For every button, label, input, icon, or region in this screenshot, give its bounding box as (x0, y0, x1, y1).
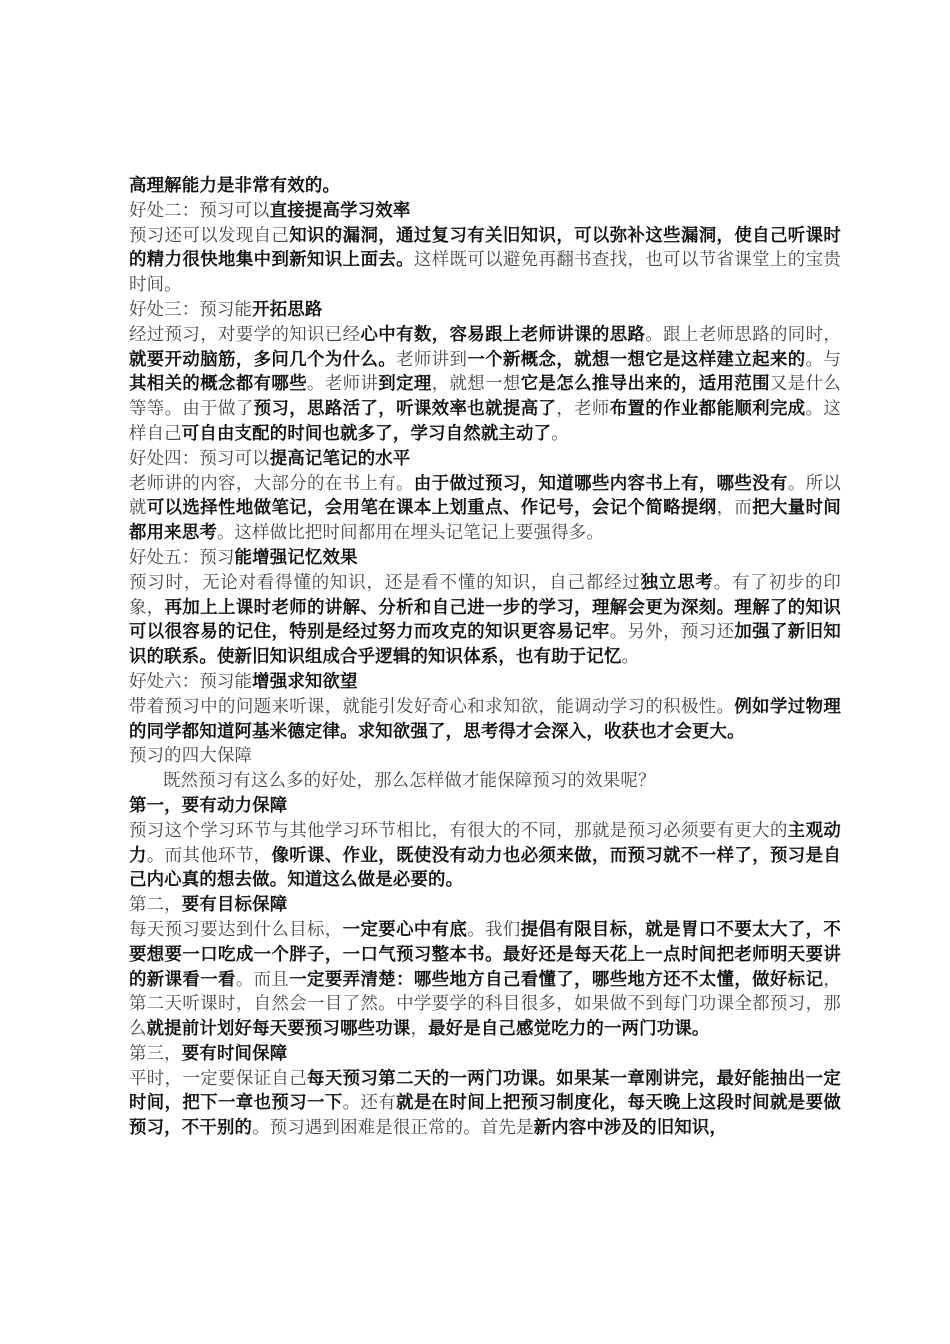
bold-text-run: 就是在时间上把预习制度化，每天晚上这段时间就是要做预习，不干别的 (129, 1093, 841, 1139)
bold-text-run: 最好是自己感觉吃力的一两门功课。 (428, 1019, 710, 1040)
paragraph-p13 (129, 794, 841, 819)
text-run: ，就想一想 (431, 374, 521, 395)
paragraph-p17 (129, 1042, 841, 1067)
text-run: 每天预习要达到什么目标， (129, 919, 343, 940)
text-run: 。跟上老师思路的同时， (645, 324, 842, 345)
bold-text-run: 预习，思路活了，听课效率也就提高了 (253, 399, 557, 420)
text-run: 好处三：预习能 (129, 299, 253, 320)
text-run: 。还有 (342, 1093, 397, 1114)
bold-text-run: 知识的漏洞，通过复习有关旧知识，可以弥补这些漏洞，使自己听课时的精力很快地集中到新知识上面去。 (129, 225, 841, 271)
bold-text-run: 提倡有限目标，就是胃口不要太大了，不要想要一口吃成一个胖子，一口气预习整本书。最好还是每天花上一点时间把老师明天要讲的新课看一看 (129, 919, 841, 990)
paragraph-p2 (129, 224, 841, 298)
text-run: 。而其他环节， (146, 845, 272, 866)
bold-text-run: 第一，要有动力保障 (129, 795, 288, 816)
text-run: 。有了初步的印象， (129, 572, 841, 618)
bold-text-run: 能增强记忆效果 (234, 547, 358, 568)
bold-text-run: 就提前计划好每天要预习哪些功课 (146, 1019, 411, 1040)
paragraph-p14 (129, 819, 841, 893)
bold-text-run: 要有目标保障 (181, 895, 288, 916)
bold-text-run: 把大量时间都用来思考 (129, 498, 841, 544)
bold-text-run: 例如学过物理的同学都知道阿基米德定律。求知欲强了，思考得才会深入，收获也才会更大。 (129, 696, 841, 742)
text-run: 。老师讲 (307, 374, 379, 395)
text-run: ，老师 (556, 399, 610, 420)
text-run: ，第二天听课时，自然会一目了然。中学要学的科目很多，如果做不到每门功课全都预习，那么 (129, 969, 841, 1040)
bold-text-run: 加强了新旧知识的联系。使新旧知识组成合乎逻辑的知识体系，也有助于记忆 (129, 622, 842, 668)
paragraph-p8 (129, 571, 841, 670)
text-run: 。而且 (235, 969, 290, 990)
bold-text-run: 每天预习第二天的一两门功课。如果某一章刚讲完，最好能抽出一定时间，把下一章也预习一下 (129, 1068, 841, 1114)
text-run: 。与 (805, 349, 841, 370)
bold-text-run: 独立思考 (640, 572, 714, 593)
bold-text-run: 布置的作业都能顺利完成 (609, 399, 806, 420)
bold-text-run: 要有时间保障 (181, 1043, 288, 1064)
paragraph-p11 (129, 744, 841, 769)
bold-text-run: 由于做过预习，知道哪些内容书上有，哪些没有 (413, 473, 788, 494)
bold-text-run: 可以选择性地做笔记，会用笔在课本上划重点、作记号，会记个简略提纲 (146, 498, 717, 519)
bold-text-run: 直接提高学习效率 (269, 200, 411, 221)
text-run: 好处六：预习能 (129, 671, 253, 692)
bold-text-run: 一个新概念，就想一想它是这样建立起来的 (467, 349, 806, 370)
bold-text-run: 提高记笔记的水平 (269, 448, 411, 469)
bold-text-run: 一定要心中有底 (342, 919, 468, 940)
paragraph-p6 (129, 472, 841, 546)
bold-text-run: 其相关的概念都有哪些 (129, 374, 308, 395)
bold-text-run: 新内容中涉及的旧知识， (533, 1118, 728, 1139)
text-run: 老师讲的内容，大部分的在书上有。 (129, 473, 414, 494)
paragraph-p12 (129, 769, 841, 794)
bold-text-run: 可自由支配的时间也就多了，学习自然就主动了 (181, 423, 552, 444)
bold-text-run: 主观动力 (129, 820, 841, 866)
text-run: 平时，一定要保证自己 (129, 1068, 308, 1089)
text-run: 带着预习中的问题来听课，就能引发好奇心和求知欲，能调动学习的积极性。 (129, 696, 735, 717)
paragraph-p5 (129, 447, 841, 472)
bold-text-run: 就要开动脑筋，多问几个为什么。 (129, 349, 397, 370)
text-run: 既然预习有这么多的好处，那么怎样做才能保障预习的效果呢？ (163, 771, 656, 792)
text-run: 。我们 (467, 919, 521, 940)
paragraph-p1 (129, 199, 841, 224)
paragraph-p16 (129, 918, 841, 1042)
bold-text-run: 心中有数，容易跟上老师讲课的思路 (360, 324, 646, 345)
text-run: 预习还可以发现自己 (129, 225, 290, 246)
text-run: 。所以就 (129, 473, 842, 519)
paragraph-p9 (129, 670, 841, 695)
bold-text-run: 再加上上课时老师的讲解、分析和自己进一步的学习，理解会更为深刻。理解了的知识可以很容易的记住，特别是经过努力而攻克的知识更容易记牢 (129, 597, 842, 643)
text-run: 第三， (129, 1043, 182, 1064)
bold-text-run: 增强求知欲望 (252, 671, 358, 692)
text-run: 。 (621, 647, 640, 668)
text-run: 。预习遇到困难是很正常的。首先是 (252, 1118, 534, 1139)
text-run: 好处五：预习 (129, 547, 235, 568)
text-run: ， (410, 1019, 429, 1040)
text-run: 。这样自己 (129, 399, 842, 444)
text-run: 预习的四大保障 (129, 746, 253, 767)
bold-text-run: 像听课、作业，既使没有动力也必须来做，而预习就不一样了，预习是自己内心真的想去做。知道这么做是必要的。 (129, 845, 842, 891)
text-run: 。这样做比把时间都用在埋头记笔记上要强得多。 (216, 523, 604, 544)
paragraph-p0 (129, 174, 841, 199)
paragraph-p7 (129, 546, 841, 571)
paragraph-p3 (129, 298, 841, 323)
text-run: ，而 (716, 498, 753, 519)
paragraph-p18 (129, 1067, 841, 1141)
text-run: 好处四：预习可以 (129, 448, 270, 469)
text-run: 。 (551, 423, 569, 444)
text-run: 这样既可以避免再翻书查找，也可以节省课堂上的宝贵时间。 (129, 250, 841, 296)
bold-text-run: 开拓思路 (252, 299, 323, 320)
bold-text-run: 到定理 (378, 374, 432, 395)
text-run: 第二， (129, 895, 182, 916)
text-run: 预习这个学习环节与其他学习环节相比，有很大的不同，那就是预习必须要有更大的 (129, 820, 788, 841)
text-run: 好处二：预习可以 (129, 200, 270, 221)
bold-text-run: 高理解能力是非常有效的。 (129, 176, 341, 196)
bold-text-run: 它是怎么推导出来的，适用范围 (520, 374, 770, 395)
document-body (129, 174, 841, 1141)
bold-text-run: 一定要弄清楚：哪些地方自己看懂了，哪些地方还不太懂，做好标记 (289, 969, 824, 990)
text-run: 又是什么等等。由于做了 (129, 374, 841, 420)
text-run: 经过预习，对要学的知识已经 (129, 324, 361, 345)
paragraph-p4 (129, 323, 841, 447)
paragraph-p10 (129, 695, 841, 745)
text-run: 。另外，预习还 (609, 622, 735, 643)
text-run: 老师讲到 (396, 349, 468, 370)
text-run: 预习时，无论对看得懂的知识，还是看不懂的知识，自己都经过 (129, 572, 641, 593)
paragraph-p15 (129, 893, 841, 918)
